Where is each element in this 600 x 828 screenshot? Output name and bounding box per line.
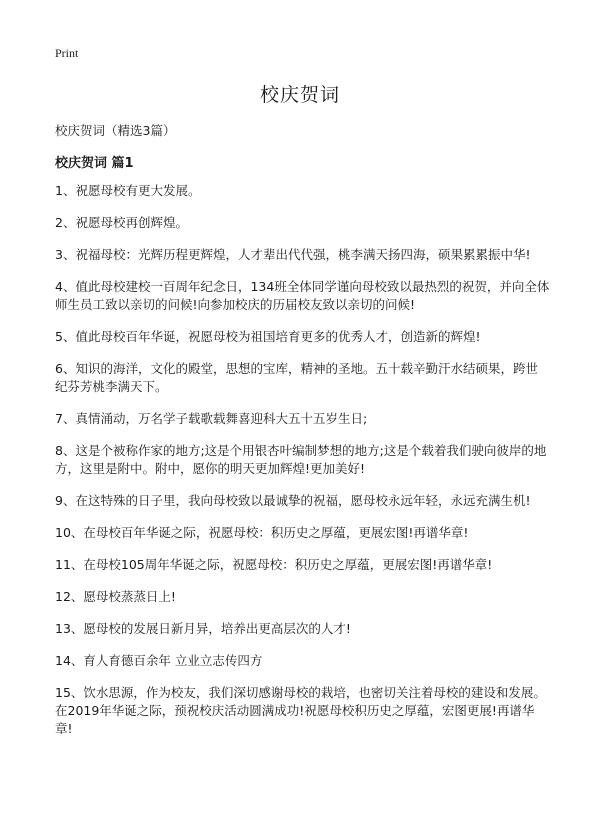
print-label: Print (55, 46, 79, 60)
list-item: 9、在这特殊的日子里，我向母校致以最诚挚的祝福，愿母校永远年轻，永远充满生机! (55, 493, 531, 508)
list-item: 11、在母校105周年华诞之际，祝愿母校：积历史之厚蕴，更展宏图!再谱华章! (55, 557, 493, 572)
list-item: 1、祝愿母校有更大发展。 (55, 183, 201, 198)
section-heading: 校庆贺词 篇1 (55, 156, 134, 171)
list-item: 13、愿母校的发展日新月异，培养出更高层次的人才! (55, 621, 351, 636)
list-item: 10、在母校百年华诞之际，祝愿母校：积历史之厚蕴，更展宏图!再谱华章! (55, 525, 469, 540)
document-subtitle: 校庆贺词（精选3篇） (55, 123, 176, 138)
list-item: 12、愿母校蒸蒸日上! (55, 589, 176, 604)
list-item: 3、祝福母校：光辉历程更辉煌，人才辈出代代强，桃李满天扬四海，硕果累累振中华! (55, 247, 531, 262)
list-item: 15、饮水思源，作为校友，我们深切感谢母校的栽培，也密切关注着母校的建设和发展。在2019年华诞之际，预祝校庆活动圆满成功!祝愿母校积历史之厚蕴，宏图更展!再谱华章! (55, 685, 546, 736)
list-item: 4、值此母校建校一百周年纪念日，134班全体同学谨向母校致以最热烈的祝贺，并向全体师生员工致以亲切的问候!向参加校庆的历届校友致以亲切的问候! (55, 279, 550, 312)
document-title: 校庆贺词 (259, 84, 340, 106)
list-item: 8、这是个被称作家的地方;这是个用银杏叶编制梦想的地方;这是个载着我们驶向彼岸的地方，这里是附中。附中，愿你的明天更加辉煌!更加美好! (55, 443, 547, 476)
list-item: 7、真情涌动，万名学子载歌载舞喜迎科大五十五岁生日; (55, 411, 368, 426)
list-item: 14、育人育德百余年 立业立志传四方 (55, 653, 263, 668)
list-item: 6、知识的海洋，文化的殿堂，思想的宝库，精神的圣地。五十载辛勤汗水结硕果，跨世纪芬芳桃李满天下。 (55, 361, 538, 394)
list-item: 5、值此母校百年华诞，祝愿母校为祖国培育更多的优秀人才，创造新的辉煌! (55, 329, 481, 344)
list-item: 2、祝愿母校再创辉煌。 (55, 215, 188, 230)
greeting-list (55, 182, 550, 752)
